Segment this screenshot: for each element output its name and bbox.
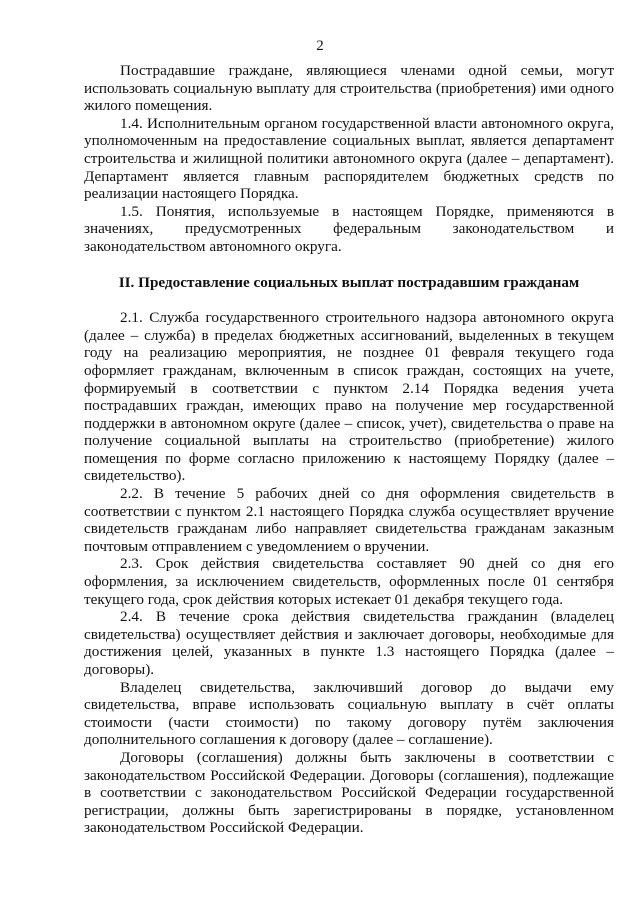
paragraph: 1.4. Исполнительным органом государственной власти автономного округа, уполномоченным на предоставление социальных выплат, является департамент строительства и жилищной политики автономного округа (далее – департамент). Департамент является главным распорядителем бюджетных средств по реализации настоящего Порядка.: [84, 114, 614, 203]
paragraph: Владелец свидетельства, заключивший договор до выдачи ему свидетельства, вправе использовать социальную выплату в счёт оплаты стоимости (части стоимости) по такому договору путём заключения дополнительного соглашения к договору (далее – соглашение).: [84, 678, 614, 749]
paragraph: 2.2. В течение 5 рабочих дней со дня оформления свидетельств в соответствии с пунктом 2.1 настоящего Порядка служба осуществляет вручение свидетельств гражданам либо направляет свидетельства гражданам заказным почтовым отправлением с уведомлением о вручении.: [84, 485, 614, 555]
paragraph: 2.4. В течение срока действия свидетельства гражданин (владелец свидетельства) осуществляет действия и заключает договоры, необходимые для достижения целей, указанных в пункте 1.3 настоящего Порядка (далее – договоры).: [84, 608, 614, 678]
paragraph: 1.5. Понятия, используемые в настоящем Порядке, применяются в значениях, предусмотренных федеральным законодательством и законодательством автономного округа.: [84, 202, 614, 255]
page-number: 2: [316, 38, 324, 54]
document-body: [84, 62, 614, 837]
paragraph: Пострадавшие граждане, являющиеся членами одной семьи, могут использовать социальную выплату для строительства (приобретения) ими одного жилого помещения.: [84, 62, 614, 115]
paragraph: 2.1. Служба государственного строительного надзора автономного округа (далее – служба) в пределах бюджетных ассигнований, выделенных в текущем году на реализацию мероприятия, не позднее 01 февраля текущего года оформляет гражданам, включенным в список граждан, состоящих на учете, формируемый в соответствии с пунктом 2.14 Порядка ведения учета пострадавших граждан, имеющих право на получение мер государственной поддержки в автономном округе (далее – список, учет), свидетельства о праве на получение социальной выплаты на строительство (приобретение) жилого помещения по форме согласно приложению к настоящему Порядку (далее – свидетельство).: [84, 309, 614, 485]
section-heading: II. Предоставление социальных выплат пострадавшим гражданам: [118, 273, 580, 291]
paragraph: 2.3. Срок действия свидетельства составляет 90 дней со дня его оформления, за исключением свидетельств, оформленных после 01 сентября текущего года, срок действия которых истекает 01 декабря текущего года.: [84, 555, 614, 608]
paragraph: Договоры (соглашения) должны быть заключены в соответствии с законодательством Российской Федерации. Договоры (соглашения), подлежащие в соответствии с законодательством Российской Федерации государственной регистрации, должны быть зарегистрированы в порядке, установленном законодательством Российской Федерации.: [84, 748, 614, 837]
